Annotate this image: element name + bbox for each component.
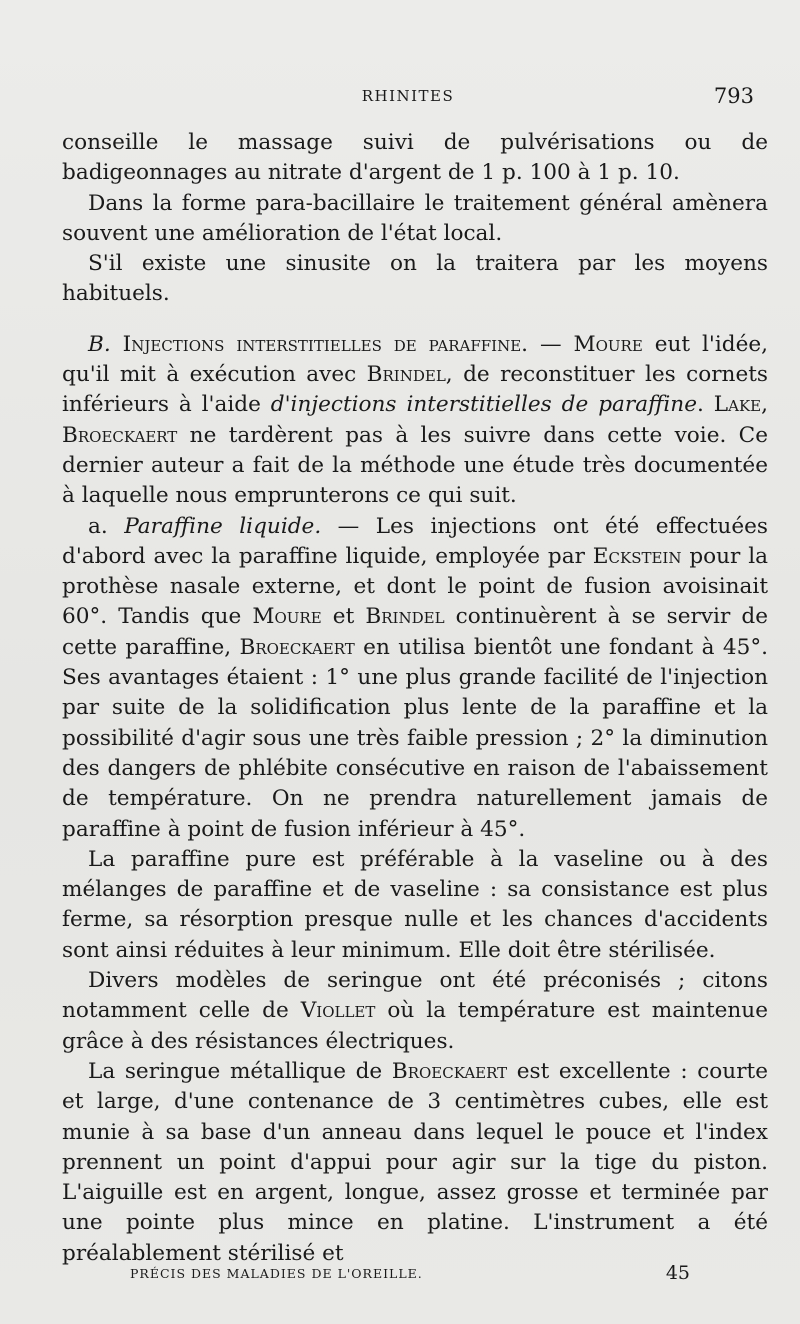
author-name: Brindel <box>366 362 446 388</box>
text-run: en utilisa bientôt une fondant à 45°. Ses avantages étaient : 1° une plus grande facilité de l'injection par suite de la solidification plus lente de la paraffine et la possibilité d'agir sous une très faible pression ; 2° la diminution des dangers de phlébite consécutive en raison de l'abaissement de température. On ne prendra naturellement jamais de paraffine à point de fusion inférieur à 45°. <box>62 634 768 842</box>
paragraph-1: conseille le massage suivi de pulvérisations ou de badigeonnages au nitrate d'argent de 1 p. 100 à 1 p. 10. <box>62 130 768 186</box>
subsection-label: a. <box>88 513 108 539</box>
section-label: B. <box>88 331 111 357</box>
paragraph-6: La paraffine pure est préférable à la vaseline ou à des mélanges de paraffine et de vaseline : sa consistance est plus ferme, sa résorption presque nulle et les chances d'accidents sont ainsi réduites à leur minimum. Elle doit être stérilisée. <box>62 846 768 963</box>
author-name: Lake <box>713 392 762 418</box>
author-name: Moure <box>252 604 322 630</box>
author-name: Broeckaert <box>239 634 355 660</box>
paragraph-5 <box>62 512 768 845</box>
author-name: Brindel <box>365 604 445 630</box>
dash: — <box>528 331 574 357</box>
author-name: Broeckaert <box>391 1058 508 1084</box>
text-run: Divers modèles de seringue ont été préconisés ; citons notamment celle de <box>62 968 768 1024</box>
text-run: , de reconstituer les cornets inférieurs à l'aide <box>62 362 768 418</box>
text-run: eut l'idée, qu'il mit à exécution avec <box>62 331 769 388</box>
text-run: . <box>696 392 714 418</box>
text-run: est excellente : courte et large, d'une contenance de 3 centimètres cubes, elle est munie à sa base d'un anneau dans lequel le pouce et l'index prennent un point d'appui pour agir sur la tige du piston. L'aiguille est en argent, longue, assez grosse et terminée par une pointe plus mince en platine. L'instrument a été préalablement stérilisé et <box>62 1058 768 1266</box>
body-text <box>62 128 768 1269</box>
text-run: continuèrent à se servir de cette paraffine, <box>62 604 768 660</box>
text-run: et <box>321 604 366 630</box>
paragraph-8 <box>62 1057 768 1269</box>
running-head <box>62 82 754 110</box>
text-run: pour la prothèse nasale externe, et dont le point de fusion avoisinait 60°. Tandis que <box>62 543 769 630</box>
text-run: — Les injections ont été effectuées d'abord avec la paraffine liquide, employée par <box>62 513 768 569</box>
section-heading: Injections interstitielles de paraffine. <box>122 331 529 357</box>
author-name: Moure <box>573 331 643 357</box>
author-name: Broeckaert <box>62 422 178 448</box>
emphasis-text: d'injections interstitielles de paraffine <box>270 392 697 418</box>
text-run: où la température est maintenue grâce à des résistances électriques. <box>62 998 768 1054</box>
signature-mark: 45 <box>665 1262 690 1284</box>
author-name: Viollet <box>300 998 376 1024</box>
paragraph-3: S'il existe une sinusite on la traitera par les moyens habituels. <box>62 251 768 307</box>
text-run: La seringue métallique de <box>88 1058 392 1084</box>
paragraph-4 <box>62 330 768 512</box>
paragraph-7 <box>62 966 768 1057</box>
footer-book-title: PRÉCIS DES MALADIES DE L'OREILLE. <box>130 1266 423 1281</box>
subsection-heading: Paraffine liquide. <box>124 513 322 539</box>
page-footer <box>130 1262 690 1286</box>
text-run: ne tardèrent pas à les suivre dans cette voie. Ce dernier auteur a fait de la méthode une étude très documentée à laquelle nous emprunterons ce qui suit. <box>62 422 768 509</box>
paragraph-2: Dans la forme para-bacillaire le traitement général amènera souvent une amélioration de l'état local. <box>62 190 768 246</box>
text-run: , <box>761 392 768 418</box>
author-name: Eckstein <box>592 543 682 569</box>
running-title: RHINITES <box>361 87 455 105</box>
page-number: 793 <box>713 84 754 108</box>
